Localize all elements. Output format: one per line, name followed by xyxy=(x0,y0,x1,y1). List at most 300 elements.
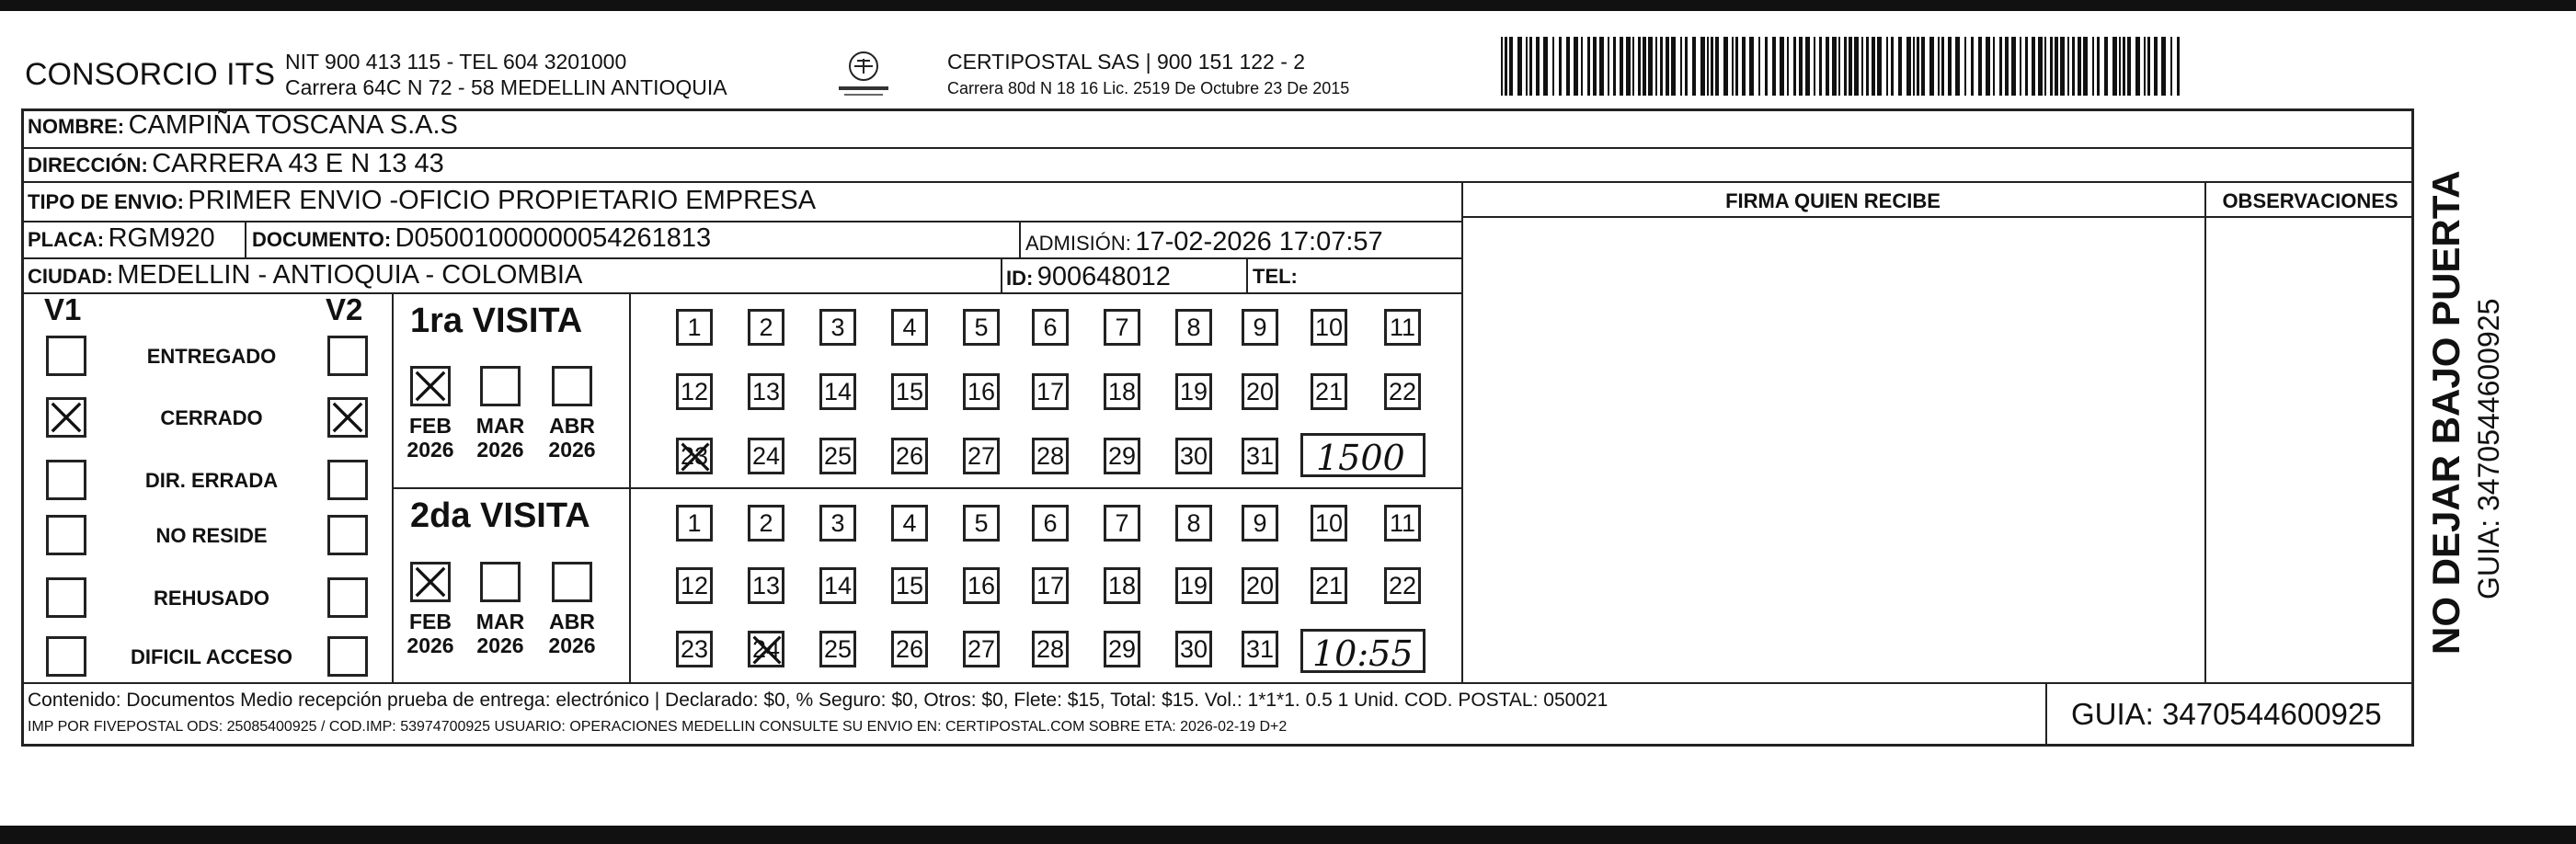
carrier-name: CERTIPOSTAL SAS | 900 151 122 - 2 xyxy=(947,50,1306,74)
day-box[interactable] xyxy=(1384,373,1421,410)
barcode-bar xyxy=(1559,37,1562,96)
day-number: 20 xyxy=(1245,378,1275,405)
barcode-bar xyxy=(1749,37,1754,96)
barcode-bar xyxy=(2072,37,2075,96)
month-label: ABR xyxy=(549,610,595,633)
barcode-bar xyxy=(1680,37,1682,96)
day-box[interactable] xyxy=(748,567,784,604)
barcode-bar xyxy=(2055,37,2058,96)
day-number: 14 xyxy=(823,378,853,405)
day-box[interactable] xyxy=(1032,505,1069,542)
day-number: 18 xyxy=(1107,378,1137,405)
check-x-mark xyxy=(49,400,84,435)
day-box[interactable] xyxy=(1311,373,1347,410)
day-number: 19 xyxy=(1179,378,1208,405)
footer-line-1: Contenido: Documentos Medio recepción prueba de entrega: electrónico | Declarado: $0, % Seguro: $0, Otros: $0, Flete: $15, Total: $15. Vol.: 1*1*1. 0.5 1 Unid. COD. POSTAL: 050021 xyxy=(28,690,1609,711)
barcode-bar xyxy=(1826,37,1829,96)
status-v2-checkbox[interactable] xyxy=(327,577,368,618)
barcode-bar xyxy=(1877,37,1882,96)
day-number: 6 xyxy=(1043,314,1058,341)
direccion-value: CARRERA 43 E N 13 43 xyxy=(152,149,444,178)
day-box[interactable] xyxy=(819,567,856,604)
row-line xyxy=(21,682,2414,684)
month-checkbox[interactable] xyxy=(410,366,451,406)
month-checkbox[interactable] xyxy=(552,366,592,406)
month-checkbox[interactable] xyxy=(480,562,521,602)
barcode-bar xyxy=(2078,37,2081,96)
day-box[interactable] xyxy=(963,438,1000,474)
day-box[interactable] xyxy=(1104,309,1140,346)
barcode-bar xyxy=(2154,37,2158,96)
company-nit-tel: NIT 900 413 115 - TEL 604 3201000 xyxy=(285,50,627,74)
visit2-title: 2da VISITA xyxy=(410,496,590,535)
barcode-bar xyxy=(1581,37,1583,96)
barcode-bar xyxy=(2032,37,2035,96)
month-checkbox[interactable] xyxy=(552,562,592,602)
company-address: Carrera 64C N 72 - 58 MEDELLIN ANTIOQUIA xyxy=(285,75,727,99)
barcode-bar xyxy=(2147,37,2150,96)
barcode-bar xyxy=(1849,37,1852,96)
day-box[interactable] xyxy=(676,373,713,410)
barcode-bar xyxy=(1999,37,2002,96)
day-box[interactable] xyxy=(1104,567,1140,604)
barcode-bar xyxy=(1685,37,1688,96)
barcode-bar xyxy=(1921,37,1925,96)
row-line xyxy=(1461,216,2414,218)
barcode-bar xyxy=(1620,37,1623,96)
barcode-bar xyxy=(1552,37,1554,96)
documento-value: D05001000000054261813 xyxy=(395,223,712,253)
barcode-bar xyxy=(1913,37,1915,96)
day-box[interactable] xyxy=(1032,309,1069,346)
day-box[interactable] xyxy=(963,505,1000,542)
barcode-bar xyxy=(2020,37,2021,96)
col-line xyxy=(1019,221,1021,257)
documento-label: DOCUMENTO: xyxy=(252,228,392,251)
mid-line xyxy=(392,487,1461,489)
col-line xyxy=(1246,257,1248,292)
barcode-bar xyxy=(2104,37,2108,96)
nombre-value: CAMPIÑA TOSCANA S.A.S xyxy=(128,110,458,140)
status-v1-checkbox[interactable] xyxy=(46,460,86,500)
status-v2-checkbox[interactable] xyxy=(327,636,368,677)
day-box[interactable] xyxy=(1384,567,1421,604)
barcode-bar xyxy=(2025,37,2028,96)
day-number: 27 xyxy=(967,442,996,470)
barcode-bar xyxy=(1906,37,1911,96)
barcode-bar xyxy=(1655,37,1657,96)
barcode-bar xyxy=(1574,37,1578,96)
admision-value: 17-02-2026 17:07:57 xyxy=(1135,227,1383,257)
status-v1-checkbox[interactable] xyxy=(46,515,86,555)
day-box[interactable] xyxy=(748,438,784,474)
day-box[interactable] xyxy=(891,309,928,346)
row-line xyxy=(21,221,1461,222)
day-number: 19 xyxy=(1179,572,1208,599)
status-label: DIR. ERRADA xyxy=(144,469,279,492)
firma-header: FIRMA QUIEN RECIBE xyxy=(1725,189,1941,212)
day-number: 31 xyxy=(1245,635,1275,663)
day-number: 29 xyxy=(1107,635,1137,663)
day-box[interactable] xyxy=(1242,438,1278,474)
barcode-bar xyxy=(2144,37,2146,96)
day-number: 3 xyxy=(830,314,845,341)
day-box[interactable] xyxy=(676,309,713,346)
year-label: 2026 xyxy=(406,438,454,462)
visit1-handwritten-time: 1500 xyxy=(1316,438,1405,478)
v1-header: V1 xyxy=(44,292,82,326)
day-number: 30 xyxy=(1179,442,1208,470)
barcode-bar xyxy=(1707,37,1709,96)
day-number: 2 xyxy=(759,509,773,537)
month-label: FEB xyxy=(409,414,452,438)
row-line xyxy=(21,181,2414,183)
day-number: 28 xyxy=(1036,635,1065,663)
day-box[interactable] xyxy=(748,309,784,346)
col-line xyxy=(245,221,246,257)
day-number: 21 xyxy=(1314,572,1344,599)
bottom-border-bar xyxy=(0,826,2576,844)
day-box[interactable] xyxy=(748,505,784,542)
day-number: 16 xyxy=(967,572,996,599)
barcode-bar xyxy=(2123,37,2125,96)
day-number: 7 xyxy=(1115,509,1129,537)
check-x-mark xyxy=(413,369,448,404)
barcode-bar xyxy=(1955,37,1960,96)
day-box[interactable] xyxy=(1104,505,1140,542)
status-v2-checkbox[interactable] xyxy=(327,397,368,438)
barcode-bar xyxy=(1638,37,1641,96)
tipo-value: PRIMER ENVIO -OFICIO PROPIETARIO EMPRESA xyxy=(188,186,817,215)
v2-header: V2 xyxy=(326,292,363,326)
day-number: 5 xyxy=(974,509,989,537)
barcode-bar xyxy=(1742,37,1746,96)
day-number: 31 xyxy=(1245,442,1275,470)
day-box[interactable] xyxy=(1032,631,1069,667)
status-v1-checkbox[interactable] xyxy=(46,397,86,438)
barcode-bar xyxy=(1898,37,1902,96)
barcode-bar xyxy=(1517,37,1522,96)
documento-cell xyxy=(252,223,711,254)
status-label: REHUSADO xyxy=(154,587,269,610)
day-number: 12 xyxy=(680,572,709,599)
status-label: DIFICIL ACCESO xyxy=(130,645,292,668)
day-box[interactable] xyxy=(1311,505,1347,542)
day-number: 11 xyxy=(1389,509,1416,537)
barcode-bar xyxy=(1543,37,1548,96)
day-box[interactable] xyxy=(963,631,1000,667)
day-box[interactable] xyxy=(819,631,856,667)
status-v2-checkbox[interactable] xyxy=(327,336,368,376)
barcode-bar xyxy=(1978,37,1982,96)
barcode-bar xyxy=(1613,37,1616,96)
day-number: 1 xyxy=(687,314,702,341)
day-box[interactable] xyxy=(1175,309,1212,346)
barcode-bar xyxy=(1536,37,1540,96)
barcode-bar xyxy=(2067,37,2069,96)
barcode-bar xyxy=(2044,37,2046,96)
ciudad-value: MEDELLIN - ANTIOQUIA - COLOMBIA xyxy=(117,260,583,290)
day-number: 24 xyxy=(751,442,781,470)
day-box[interactable] xyxy=(819,438,856,474)
barcode-bar xyxy=(1948,37,1952,96)
barcode-bar xyxy=(1964,37,1966,96)
barcode-bar xyxy=(2092,37,2094,96)
visit2-time-box xyxy=(1300,629,1425,673)
certipostal-seal-icon xyxy=(831,46,896,106)
day-box[interactable] xyxy=(891,373,928,410)
day-box[interactable] xyxy=(963,373,1000,410)
day-box[interactable] xyxy=(1175,505,1212,542)
day-box[interactable] xyxy=(1311,309,1347,346)
barcode-bar xyxy=(1660,37,1663,96)
day-box[interactable] xyxy=(1175,631,1212,667)
side-guia: GUIA: 3470544600925 xyxy=(2472,298,2505,599)
barcode-bar xyxy=(1986,37,1990,96)
top-border-bar xyxy=(0,0,2576,11)
barcode-bar xyxy=(1723,37,1728,96)
barcode-bar xyxy=(1648,37,1653,96)
check-x-mark xyxy=(330,400,365,435)
barcode-bar xyxy=(1671,37,1676,96)
tel-cell xyxy=(1253,265,1298,289)
day-box[interactable] xyxy=(963,309,1000,346)
status-label: ENTREGADO xyxy=(146,345,277,368)
month-label: FEB xyxy=(409,610,452,633)
day-box[interactable] xyxy=(963,567,1000,604)
day-box[interactable] xyxy=(1242,567,1278,604)
direccion-label: DIRECCIÓN: xyxy=(28,154,148,177)
day-number: 3 xyxy=(830,509,845,537)
barcode-bar xyxy=(2127,37,2131,96)
day-number: 1 xyxy=(687,509,702,537)
barcode-bar xyxy=(1715,37,1719,96)
month-label: MAR xyxy=(475,414,525,438)
barcode-bar xyxy=(1872,37,1875,96)
barcode-bar xyxy=(2038,37,2043,96)
day-box[interactable] xyxy=(1242,505,1278,542)
day-box[interactable] xyxy=(1104,438,1140,474)
barcode-bar xyxy=(1993,37,1995,96)
id-label: ID: xyxy=(1006,267,1034,290)
day-box[interactable] xyxy=(1384,309,1421,346)
barcode-bar xyxy=(1866,37,1869,96)
day-number: 8 xyxy=(1186,509,1201,537)
footer-line-2: IMP POR FIVEPOSTAL ODS: 25085400925 / COD.IMP: 53974700925 USUARIO: OPERACIONES MEDELLIN CONSULTE SU ENVIO EN: CERTIPOSTAL.COM SOBRE ETA: 2026-02-19 D+2 xyxy=(28,719,1288,735)
day-box[interactable] xyxy=(676,505,713,542)
direccion-row xyxy=(28,149,444,179)
day-number: 24 xyxy=(751,635,781,663)
barcode-bar xyxy=(1735,37,1738,96)
nombre-label: NOMBRE: xyxy=(28,115,125,138)
day-box[interactable] xyxy=(891,438,928,474)
status-v2-checkbox[interactable] xyxy=(327,515,368,555)
month-checkbox[interactable] xyxy=(410,562,451,602)
day-box[interactable] xyxy=(1032,373,1069,410)
day-box[interactable] xyxy=(891,505,928,542)
check-x-mark xyxy=(750,633,784,667)
barcode-bar xyxy=(1732,37,1734,96)
day-box[interactable] xyxy=(1175,438,1212,474)
day-number: 26 xyxy=(895,635,924,663)
ciudad-cell xyxy=(28,260,582,291)
day-number: 6 xyxy=(1043,509,1058,537)
barcode-bar xyxy=(1787,37,1789,96)
day-number: 16 xyxy=(967,378,996,405)
barcode-bar xyxy=(1941,37,1944,96)
id-cell xyxy=(1006,262,1171,292)
barcode-bar xyxy=(1805,37,1810,96)
barcode-bar xyxy=(1799,37,1803,96)
barcode-bar xyxy=(1711,37,1713,96)
day-number: 17 xyxy=(1036,572,1065,599)
barcode-bar xyxy=(1692,37,1696,96)
day-number: 2 xyxy=(759,314,773,341)
day-number: 7 xyxy=(1115,314,1129,341)
day-number: 28 xyxy=(1036,442,1065,470)
barcode-bar xyxy=(2135,37,2140,96)
day-number: 13 xyxy=(751,572,781,599)
day-box[interactable] xyxy=(676,567,713,604)
barcode-bar xyxy=(1929,37,1934,96)
day-box[interactable] xyxy=(1032,438,1069,474)
barcode-bar xyxy=(1608,37,1609,96)
status-v2-checkbox[interactable] xyxy=(327,460,368,500)
tel-label: TEL: xyxy=(1253,265,1298,288)
year-label: 2026 xyxy=(476,633,524,657)
day-number: 9 xyxy=(1253,509,1267,537)
day-number: 29 xyxy=(1107,442,1137,470)
day-box[interactable] xyxy=(1104,631,1140,667)
day-box[interactable] xyxy=(1311,567,1347,604)
barcode-bar xyxy=(1666,37,1669,96)
day-number: 22 xyxy=(1388,572,1417,599)
day-box[interactable] xyxy=(819,505,856,542)
col-line xyxy=(1001,257,1002,292)
barcode-bar xyxy=(1587,37,1590,96)
barcode-bar xyxy=(1700,37,1705,96)
visit2-handwritten-time: 10:55 xyxy=(1312,633,1414,674)
barcode-bar xyxy=(2083,37,2088,96)
barcode-bar xyxy=(1526,37,1528,96)
id-value: 900648012 xyxy=(1036,262,1171,291)
day-number: 25 xyxy=(823,635,853,663)
company-name: CONSORCIO ITS xyxy=(25,57,276,92)
barcode-bar xyxy=(2170,37,2172,96)
status-v1-checkbox[interactable] xyxy=(46,577,86,618)
day-box[interactable] xyxy=(891,567,928,604)
day-number: 30 xyxy=(1179,635,1208,663)
day-box[interactable] xyxy=(1104,373,1140,410)
day-number: 12 xyxy=(680,378,709,405)
day-number: 8 xyxy=(1186,314,1201,341)
barcode-bar xyxy=(2011,37,2016,96)
day-box[interactable] xyxy=(891,631,928,667)
day-number: 15 xyxy=(895,572,924,599)
day-box[interactable] xyxy=(748,631,784,667)
day-number: 15 xyxy=(895,378,924,405)
day-box[interactable] xyxy=(1242,309,1278,346)
day-number: 4 xyxy=(902,509,917,537)
day-box[interactable] xyxy=(1384,505,1421,542)
barcode-bar xyxy=(2177,37,2180,96)
barcode-bar xyxy=(1938,37,1940,96)
ciudad-label: CIUDAD: xyxy=(28,265,113,288)
barcode-bar xyxy=(1758,37,1760,96)
row-line xyxy=(21,292,1461,294)
status-v1-checkbox[interactable] xyxy=(46,636,86,677)
year-label: 2026 xyxy=(406,633,454,657)
barcode-bar xyxy=(2097,37,2100,96)
barcode-bar xyxy=(2050,37,2053,96)
barcode-bar xyxy=(2161,37,2166,96)
day-box[interactable] xyxy=(676,438,713,474)
day-box[interactable] xyxy=(1175,567,1212,604)
day-number: 10 xyxy=(1314,314,1344,341)
day-box[interactable] xyxy=(1175,373,1212,410)
side-notice: NO DEJAR BAJO PUERTA xyxy=(2424,170,2467,655)
barcode-bar xyxy=(2119,37,2121,96)
col-line xyxy=(2045,682,2047,747)
month-checkbox[interactable] xyxy=(480,366,521,406)
placa-value: RGM920 xyxy=(108,223,215,253)
barcode-bar xyxy=(1832,37,1837,96)
admision-label: ADMISIÓN: xyxy=(1025,232,1131,255)
day-box[interactable] xyxy=(819,309,856,346)
day-number: 11 xyxy=(1389,314,1416,341)
day-box[interactable] xyxy=(1242,373,1278,410)
barcode-bar xyxy=(1854,37,1859,96)
day-number: 21 xyxy=(1314,378,1344,405)
visit1-title: 1ra VISITA xyxy=(410,302,583,340)
barcode-icon xyxy=(1501,37,2189,100)
barcode-bar xyxy=(1814,37,1815,96)
col-line xyxy=(1461,181,1463,682)
placa-label: PLACA: xyxy=(28,228,105,251)
barcode-bar xyxy=(1765,37,1768,96)
barcode-bar xyxy=(1599,37,1604,96)
day-box[interactable] xyxy=(748,373,784,410)
barcode-bar xyxy=(1529,37,1532,96)
status-label: NO RESIDE xyxy=(155,524,268,547)
carrier-license: Carrera 80d N 18 16 Lic. 2519 De Octubre 23 De 2015 xyxy=(947,79,1350,97)
day-box[interactable] xyxy=(1242,631,1278,667)
barcode-bar xyxy=(1838,37,1840,96)
footer-guia: GUIA: 3470544600925 xyxy=(2071,697,2382,731)
barcode-bar xyxy=(1819,37,1822,96)
day-number: 14 xyxy=(823,572,853,599)
day-number: 20 xyxy=(1245,572,1275,599)
barcode-bar xyxy=(1626,37,1631,96)
year-label: 2026 xyxy=(548,633,596,657)
day-number: 26 xyxy=(895,442,924,470)
barcode-bar xyxy=(1593,37,1597,96)
tipo-label: TIPO DE ENVIO: xyxy=(28,190,184,213)
day-number: 5 xyxy=(974,314,989,341)
month-label: MAR xyxy=(475,610,525,633)
day-number: 17 xyxy=(1036,378,1065,405)
nombre-row xyxy=(28,110,458,141)
day-box[interactable] xyxy=(676,631,713,667)
day-box[interactable] xyxy=(1032,567,1069,604)
barcode-bar xyxy=(1886,37,1888,96)
day-number: 18 xyxy=(1107,572,1137,599)
day-number: 23 xyxy=(680,635,709,663)
day-number: 25 xyxy=(823,442,853,470)
status-v1-checkbox[interactable] xyxy=(46,336,86,376)
day-number: 13 xyxy=(751,378,781,405)
day-box[interactable] xyxy=(819,373,856,410)
